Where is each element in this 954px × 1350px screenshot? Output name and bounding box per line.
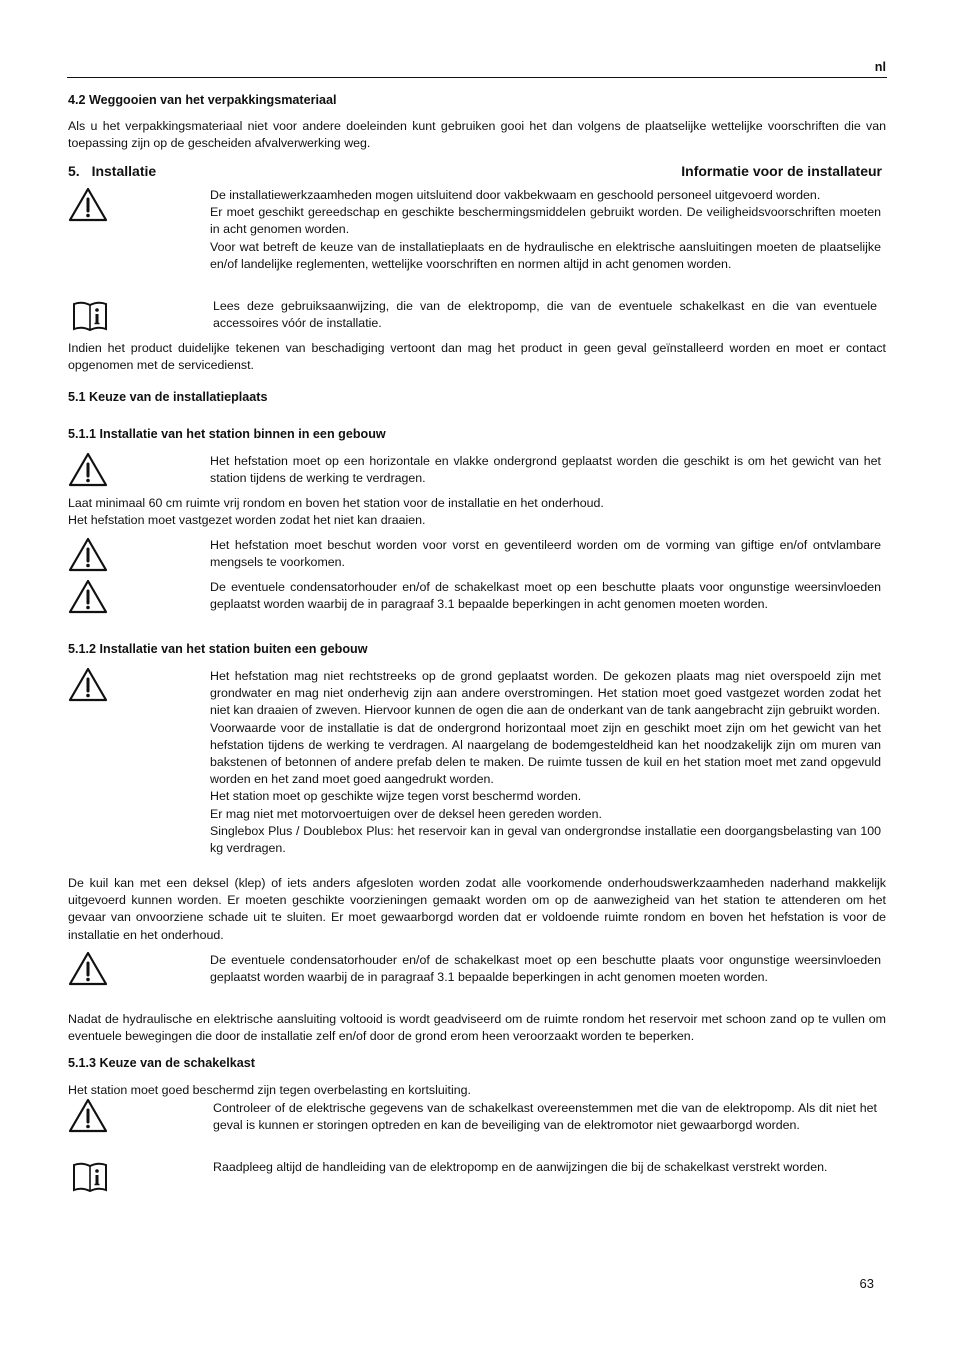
section-5-1-1-warning-2: Het hefstation moet beschut worden voor vorst en geventileerd worden om de vorming van giftige en/of ontvlambare mengsels te voorkomen.	[210, 538, 881, 570]
section-5-title: Installatie	[91, 163, 157, 179]
section-5-1-1-warning-3: De eventuele condensatorhouder en/of de schakelkast moet op een beschutte plaats voor ongunstige weersinvloeden geplaatst worden waarbij de in paragraaf 3.1 bepaalde beperkingen in acht genomen moeten worden.	[210, 580, 881, 612]
section-5-1-2-warning-block	[210, 668, 881, 857]
section-5-warning-block	[210, 187, 881, 273]
warning-triangle-icon	[68, 452, 108, 488]
section-5-1-1-heading: 5.1.1 Installatie van het station binnen in een gebouw	[68, 427, 386, 441]
section-4-2-text: Als u het verpakkingsmateriaal niet voor andere doeleinden kunt gebruiken gooi het dan volgens de plaatselijke wettelijke voorschriften die van toepassing zijn op de gescheiden afvalverwerking weg.	[68, 119, 886, 151]
section-5-1-2-para-1: De kuil kan met een deksel (klep) of iets anders afgesloten worden zodat alle voorkomende onderhoudswerkzaamheden naderhand makkelijk uitgevoerd kunnen worden. Er moeten geschikte voorzieningen gemaakt worden om op de aanwezigheid van het station te attenderen om het gevaar van onvoorziene schade uit te sluiten. Er moet gewaarborgd worden dat er voldoende ruimte rondom en boven het hefstation is voor de installatie en het onderhoud.	[68, 876, 886, 942]
section-5-1-2-warning-line-4: Er mag niet met motorvoertuigen over de deksel heen gereden worden.	[210, 806, 602, 821]
warning-triangle-icon	[68, 951, 108, 987]
warning-triangle-icon	[68, 667, 108, 703]
section-5-1-1-para-1: Laat minimaal 60 cm ruimte vrij rondom en boven het station voor de installatie en het onderhoud.	[68, 496, 604, 510]
section-5-warning-line-3: Voor wat betreft de keuze van de installatieplaats en de hydraulische en elektrische aansluitingen moeten de plaatselijke en/of landelijke reglementen, wettelijke voorschriften en normen altijd in acht genomen worden.	[210, 239, 881, 271]
warning-triangle-icon	[68, 1098, 108, 1134]
section-5-1-2-warning-line-5: Singlebox Plus / Doublebox Plus: het reservoir kan in geval van ondergrondse installatie een doorgangsbelasting van 100 kg verdragen.	[210, 823, 881, 856]
section-5-1-2-warning-line-2: Voorwaarde voor de installatie is dat de ondergrond horizontaal moet zijn en geschikt moet zijn om het gewicht van het hefstation tijdens de werking te verdragen. Al naargelang de bodemgesteldheid kan het noodzakelijk zijn om muren van bakstenen of betonnen of andere prefab delen te maken. De ruimte tussen de kuil en het station moet met zand opgevuld worden en het zand moet goed aangedrukt worden.	[210, 720, 881, 787]
section-5-1-3-heading: 5.1.3 Keuze van de schakelkast	[68, 1056, 255, 1070]
section-5-1-2-warning-line-3: Het station moet op geschikte wijze tegen vorst beschermd worden.	[210, 789, 582, 804]
section-5-1-2-heading: 5.1.2 Installatie van het station buiten een gebouw	[68, 642, 368, 656]
section-4-2-heading: 4.2 Weggooien van het verpakkingsmateriaal	[68, 93, 337, 107]
section-5-audience: Informatie voor de installateur	[681, 163, 882, 179]
section-5-1-2-warning-line-1: Het hefstation mag niet rechtstreeks op de grond geplaatst worden. De gekozen plaats mag niet overspoeld zijn met grondwater en mag niet onderhevig zijn aan andere overstromingen. Het station moet goed vastgezet worden zodat het niet kan draaien of zweven. Hiervoor kunnen de ogen die aan de onderkant van de tank aangebracht zijn gebruikt worden.	[210, 669, 881, 718]
warning-triangle-icon	[68, 579, 108, 615]
warning-triangle-icon	[68, 537, 108, 573]
section-5-number: 5.	[68, 163, 80, 179]
section-5-1-2-para-2: Nadat de hydraulische en elektrische aansluiting voltooid is wordt geadviseerd om de ruimte rondom het reservoir met schoon zand op te vullen om eventuele bewegingen die door de installatie zelf en/of door de grond erom heen veroorzaakt worden te beperken.	[68, 1012, 886, 1044]
section-5-warning-line-2: Er moet geschikt gereedschap en geschikte beschermingsmiddelen gebruikt worden. De veiligheidsvoorschriften moeten in acht genomen worden.	[210, 205, 881, 237]
warning-triangle-icon	[68, 187, 108, 223]
section-5-heading	[68, 163, 886, 179]
read-manual-icon	[70, 298, 110, 334]
section-5-info-text: Lees deze gebruiksaanwijzing, die van de elektropomp, die van de eventuele schakelkast en die van eventuele accessoires vóór de installatie.	[213, 299, 877, 331]
section-5-1-heading: 5.1 Keuze van de installatieplaats	[68, 390, 268, 404]
section-5-1-2-warning-2: De eventuele condensatorhouder en/of de schakelkast moet op een beschutte plaats voor ongunstige weersinvloeden geplaatst worden waarbij de in paragraaf 3.1 bepaalde beperkingen in acht genomen moeten worden.	[210, 953, 881, 985]
section-5-damage-text: Indien het product duidelijke tekenen van beschadiging vertoont dan mag het product in geen geval geïnstalleerd worden en moet er contact opgenomen met de servicedienst.	[68, 341, 886, 373]
section-5-1-1-warning-1: Het hefstation moet op een horizontale en vlakke ondergrond geplaatst worden die geschikt is om het gewicht van het station tijdens de werking te verdragen.	[210, 454, 881, 486]
section-5-1-3-info-1: Raadpleeg altijd de handleiding van de elektropomp en de aanwijzingen die bij de schakelkast verstrekt worden.	[213, 1160, 828, 1174]
section-5-1-1-para-2: Het hefstation moet vastgezet worden zodat het niet kan draaien.	[68, 513, 426, 527]
language-tag: nl	[874, 60, 886, 74]
page-number: 63	[859, 1276, 874, 1291]
section-5-1-3-warning-1: Controleer of de elektrische gegevens van de schakelkast overeenstemmen met die van de elektropomp. Als dit niet het geval is kunnen er storingen optreden en kan de beveiliging van de elektromotor niet gewaarborgd worden.	[213, 1101, 877, 1133]
header-rule	[67, 77, 887, 78]
section-5-1-3-para-1: Het station moet goed beschermd zijn tegen overbelasting en kortsluiting.	[68, 1083, 471, 1097]
section-5-warning-line-1: De installatiewerkzaamheden mogen uitsluitend door vakbekwaam en geschoold personeel uitgevoerd worden.	[210, 188, 821, 202]
read-manual-icon	[70, 1159, 110, 1195]
